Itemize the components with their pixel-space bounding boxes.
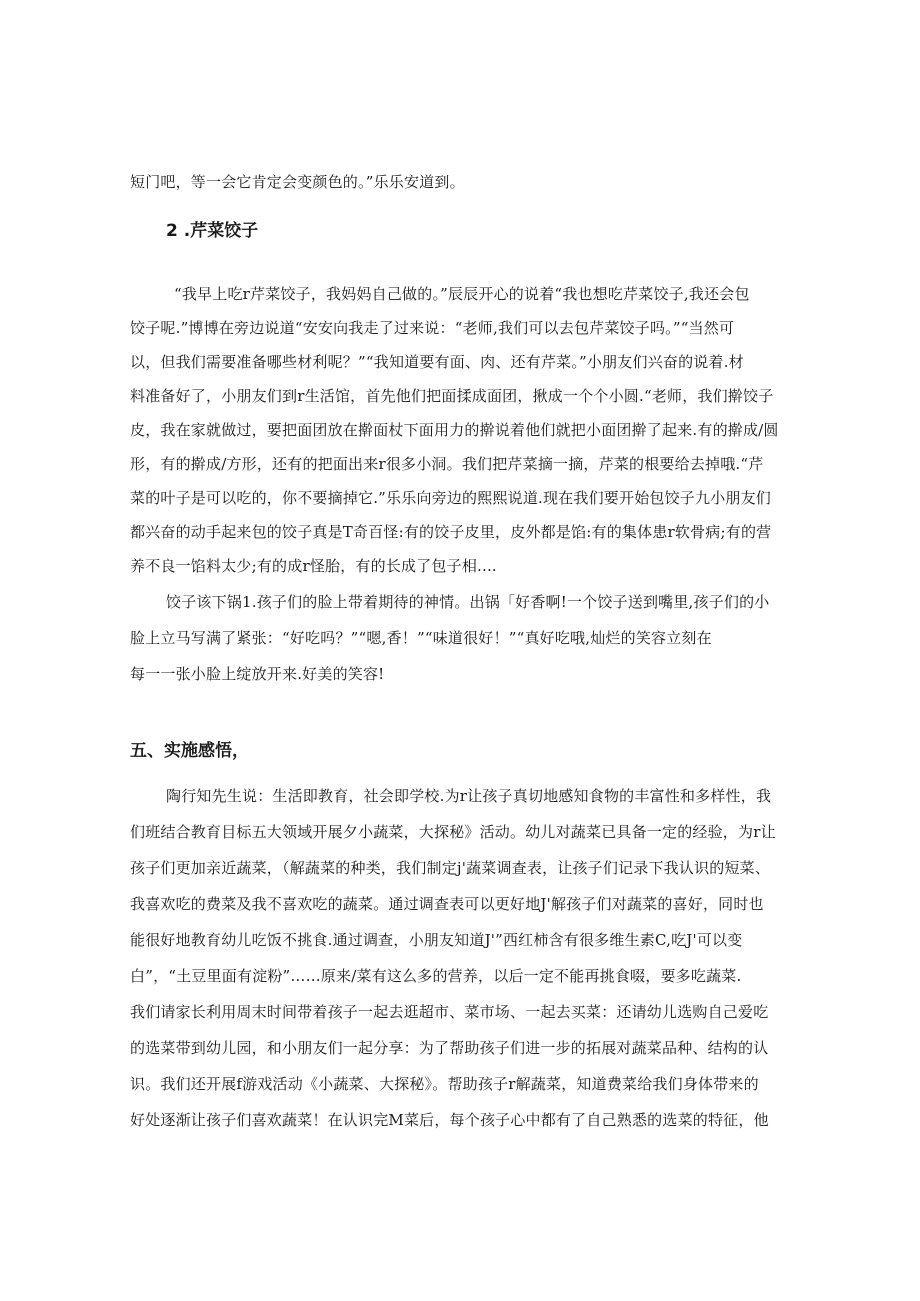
paragraph-line: 脸上立马写满了紧张：“好吃吗？”“嗯,香！”“味道很好！”“真好吃哦,灿烂的笑容立刻在 <box>130 629 712 647</box>
paragraph-line: 能很好地教育幼儿吃饭不挑食.通过调查，小朋友知道J'”西红柿含有很多维生素C,吃J'可以变 <box>130 931 743 949</box>
paragraph-line: 形，有的擀成/方形，还有的把面出来r很多小洞。我们把芹菜摘一摘，芹菜的根要给去掉哦.“芹 <box>130 455 764 473</box>
paragraph-line: 们班结合教育目标五大领域开展夕小蔬菜，大探秘》活动。幼儿对蔬菜已具备一定的经验，为r让 <box>130 823 776 841</box>
paragraph-line: 每一一张小脸上绽放开来.好美的笑容! <box>130 665 385 683</box>
section-5-heading: 五、实施感悟， <box>130 741 249 761</box>
paragraph-line: 饺子呢.”博博在旁边说道“安安向我走了过来说：“老师,我们可以去包芹菜饺子吗。”“当然可 <box>130 319 735 337</box>
paragraph-line: 我们请家长利用周末时间带着孩子一起去逛超市、菜市场、一起去买菜：还请幼儿选购自己爱吃 <box>130 1003 769 1021</box>
paragraph-line: 以，但我们需要准备哪些材利呢？”“我知道要有面、肉、还有芹菜。”小朋友们兴奋的说着.材 <box>130 353 744 371</box>
paragraph-line: 孩子们更加亲近蔬菜，（解蔬菜的种类，我们制定j'蔬菜调查表，让孩子们记录下我认识的短菜、 <box>130 859 771 877</box>
paragraph-line: 皮，我在家就做过，要把面团放在擀面杖下面用力的擀说着他们就把小面团擀了起来.有的擀成/圆 <box>130 421 779 439</box>
section-2-heading: 2 .芹菜饺子 <box>166 221 259 241</box>
paragraph-line: “我早上吃r芹菜饺子，我妈妈自己做的。”辰辰开心的说着“我也想吃芹菜饺子,我还会包 <box>174 285 750 303</box>
paragraph-line: 菜的叶子是可以吃的，你不要摘掉它.”乐乐向旁边的熙熙说道.现在我们要开始包饺子九小朋友们 <box>130 489 772 507</box>
paragraph-line: 识。我们还开展f游戏活动《小蔬菜、大探秘》。帮助孩子r解蔬菜，知道费菜给我们身体带来的 <box>130 1075 759 1093</box>
paragraph-line: 白”，“土豆里面有淀粉”……原来/菜有这么多的营养，以后一定不能再挑食啜，要多吃蔬菜. <box>130 967 742 985</box>
paragraph-line: 我喜欢吃的费菜及我不喜欢吃的蔬菜。通过调查表可以更好地J'解孩子们对蔬菜的喜好，同时也 <box>130 895 764 913</box>
paragraph-line: 陶行知先生说：生活即教育，社会即学校.为r让孩子真切地感知食物的丰富性和多样性，我 <box>166 787 772 805</box>
top-paragraph-line: 短门吧，等一会它肯定会变颜色的。”乐乐安道到。 <box>130 173 465 191</box>
paragraph-line: 饺子该下锅1.孩子们的脸上带着期待的神情。出锅「好香啊!一个饺子送到嘴里,孩子们的小 <box>166 593 770 611</box>
paragraph-line: 养不良一馅料太少;有的成r怪胎，有的长成了包子相.... <box>130 557 497 575</box>
paragraph-line: 料准备好了，小朋友们到r生活馆，首先他们把面揉成面团，揪成一个个小圆.“老师，我们擀饺子 <box>130 387 774 405</box>
paragraph-line: 都兴奋的动手起来包的饺子真是T奇百怪:有的饺子皮里，皮外都是馅:有的集体患r软骨病;有的营 <box>130 523 772 541</box>
paragraph-line: 好处逐渐让孩子们喜欢蔬菜！在认识完M菜后，每个孩子心中都有了自己熟悉的选菜的特征，他 <box>130 1111 769 1129</box>
paragraph-line: 的选菜带到幼儿园，和小朋友们一起分享：为了帮助孩子们进一步的拓展对蔬菜品种、结构的认 <box>130 1039 769 1057</box>
